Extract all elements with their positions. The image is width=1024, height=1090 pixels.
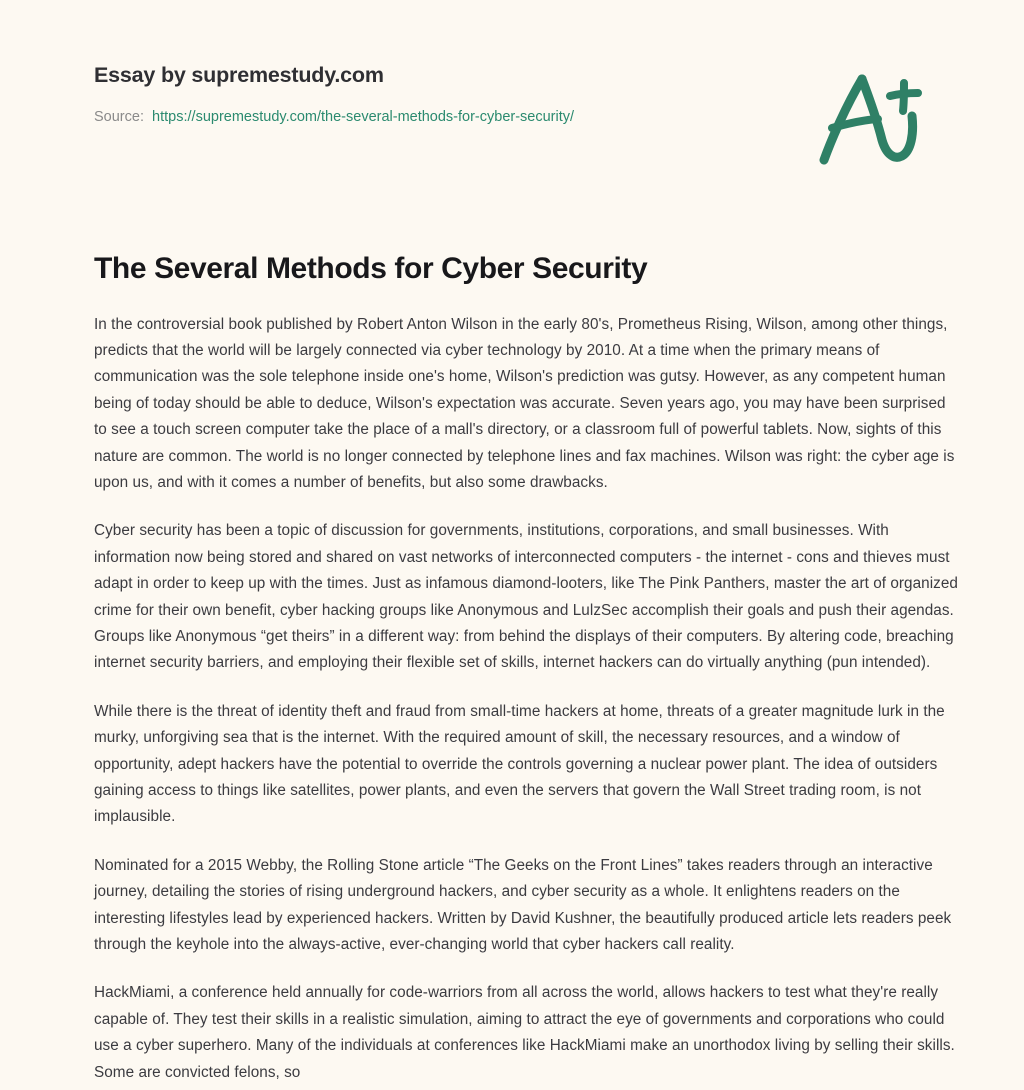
source-label: Source: <box>94 108 144 125</box>
a-plus-logo-icon <box>812 66 932 170</box>
article-paragraph: Nominated for a 2015 Webby, the Rolling Stone article “The Geeks on the Front Lines” takes readers through an interactive journey, detailing the stories of rising underground hackers, and cyber security as a whole. It enlightens readers on the interesting lifestyles lead by experienced hackers. Written by David Kushner, the beautifully produced article lets readers peek through the keyhole into the always-active, ever-changing world that cyber hackers call reality. <box>94 856 952 954</box>
article-paragraph: While there is the threat of identity theft and fraud from small-time hackers at home, threats of a greater magnitude lurk in the murky, unforgiving sea that is the internet. With the required amount of skill, the necessary resources, and a window of opportunity, adept hackers have the potential to override the controls governing a nuclear power plant. The idea of outsiders gaining access to things like satellites, power plants, and even the servers that govern the Wall Street trading room, is not implausible. <box>94 702 945 826</box>
article <box>94 250 958 1086</box>
article-paragraph: HackMiami, a conference held annually for code-warriors from all across the world, allows hackers to test what they're really capable of. They test their skills in a realistic simulation, aiming to attract the eye of governments and corporations who could use a cyber superhero. Many of the individuals at conferences like HackMiami make an unorthodox living by selling their skills. Some are convicted felons, so <box>94 984 955 1081</box>
page-title: The Several Methods for Cyber Security <box>94 252 648 285</box>
a-plus-logo <box>812 66 932 170</box>
article-paragraph: In the controversial book published by Robert Anton Wilson in the early 80's, Prometheus Rising, Wilson, among other things, predicts that the world will be largely connected via cyber technology by 2010. At a time when the primary means of communication was the sole telephone inside one's home, Wilson's prediction was gutsy. However, as any competent human being of today should be able to deduce, Wilson's expectation was accurate. Seven years ago, you may have been surprised to see a touch screen computer take the place of a mall's directory, or a classroom full of powerful tablets. Now, sights of this nature are common. The world is no longer connected by telephone lines and fax machines. Wilson was right: the cyber age is upon us, and with it comes a number of benefits, but also some drawbacks. <box>94 315 955 491</box>
article-paragraph: Cyber security has been a topic of discussion for governments, institutions, corporations, and small businesses. With information now being stored and shared on vast networks of interconnected computers - the internet - cons and thieves must adapt in order to keep up with the times. Just as infamous diamond-looters, like The Pink Panthers, master the art of organized crime for their own benefit, cyber hacking groups like Anonymous and LulzSec accomplish their goals and push their agendas. Groups like Anonymous “get theirs” in a different way: from behind the displays of their computers. By altering code, breaching internet security barriers, and employing their flexible set of skills, internet hackers can do virtually anything (pun intended). <box>94 522 958 672</box>
article-body <box>94 312 958 1087</box>
source-url-link[interactable]: https://supremestudy.com/the-several-methods-for-cyber-security/ <box>152 108 575 125</box>
page-header <box>0 0 1024 200</box>
header-text-block <box>94 63 794 127</box>
essay-byline: Essay by supremestudy.com <box>94 63 384 87</box>
source-line <box>94 89 794 127</box>
